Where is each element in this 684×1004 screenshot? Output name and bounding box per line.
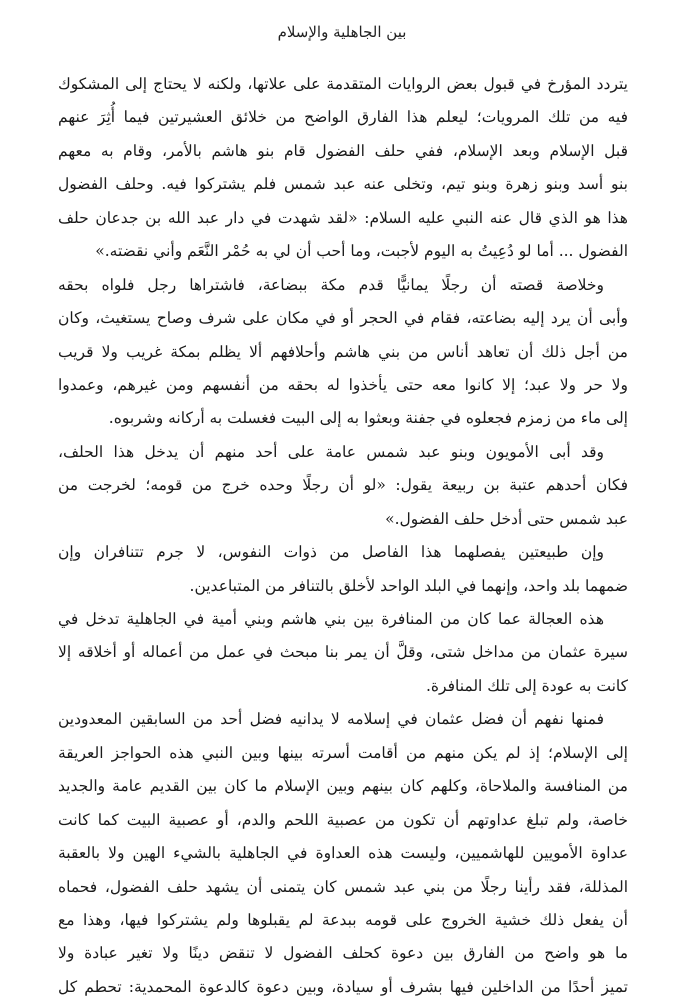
text-line: أن يفعل ذلك خشية الخروج على قومه ببدعة لم يقبلوها ولم يشتركوا فيها، وهذا مع: [58, 910, 628, 929]
text-line: سيرة عثمان من مداخل شتى، وقلَّ أن يمر بنا مبحث في عمل من أعماله أو أخلاقه إلا: [58, 643, 628, 662]
text-line: وقد أبى الأمويون وبنو عبد شمس عامة على أحد منهم أن يدخل هذا الحلف،: [58, 442, 604, 461]
text-line: من المنافسة والملاحاة، وكلهم كان بينهم وبين الإسلام ما كان بين القديم عامة والجديد: [58, 777, 628, 796]
text-line: إلى الإسلام؛ إذ لم يكن منهم من أقامت أسرته بينها وبين النبي هذه الحواجز العريقة: [58, 743, 628, 762]
text-line: فمنها نفهم أن فضل عثمان في إسلامه لا يدانيه فضل أحد من السابقين المعدودين: [58, 710, 604, 729]
text-line: خاصة، ولم تبلغ عداوتهم أن تكون من عصبية اللحم والدم، أو عصبية البيت كما كانت: [58, 810, 628, 829]
text-line: ولا حر ولا عبد؛ إلا كانوا معه حتى يأخذوا له بحقه من أنفسهم ومن غيرهم، وعمدوا: [58, 375, 628, 394]
text-line: ما هو واضح من الفارق بين دعوة كحلف الفضول لا تنقض دينًا ولا تغير عبادة ولا: [58, 944, 628, 963]
text-line: فكان أحدهم عتبة بن ربيعة يقول: «لو أن رجلًا وحده خرج من قومه؛ لخرجت من: [58, 476, 628, 495]
text-line: وإن طبيعتين يفصلهما هذا الفاصل من ذوات النفوس، لا جرم تتنافران وإن: [58, 543, 604, 562]
text-line: المذللة، فقد رأينا رجلًا من بني عبد شمس كان يتمنى أن يشهد حلف الفضول، فحماه: [58, 877, 628, 896]
text-line: قبل الإسلام وبعد الإسلام، ففي حلف الفضول قام بنو هاشم بالأمر، وقام به معهم: [58, 141, 628, 160]
text-line: بنو أسد وبنو زهرة وبنو تيم، وتخلى عنه عبد شمس فلم يشتركوا فيه. وحلف الفضول: [58, 175, 628, 194]
text-line: من أجل ذلك أن تعاهد أناس من بني هاشم وأحلافهم ألا يظلم بمكة غريب ولا قريب: [58, 342, 628, 361]
text-line: ضمهما بلد واحد، وإنهما في البلد الواحد لأخلق بالتنافر من المتباعدين.: [189, 576, 628, 595]
text-line: يتردد المؤرخ في قبول بعض الروايات المتقدمة على علاتها، ولكنه لا يحتاج إلى المشكوك: [58, 75, 628, 93]
text-line: عداوة الأمويين للهاشميين، وليست هذه العداوة في الجاهلية بالشيء الهين ولا بالعقبة: [58, 844, 628, 863]
text-line: كانت به عودة إلى تلك المنافرة.: [425, 676, 628, 695]
text-line: وخلاصة قصته أن رجلًا يمانيًّا قدم مكة ببضاعة، فاشتراها رجل فلواه بحقه: [58, 275, 604, 294]
running-header: بين الجاهلية والإسلام: [277, 23, 407, 41]
text-line: هذا هو الذي قال عنه النبي عليه السلام: «لقد شهدت في دار عبد الله بن جدعان حلف: [58, 208, 628, 227]
text-line: فيه من تلك المرويات؛ ليعلم هذا الفارق الواضح من خلائق العشيرتين فيما أُثِرَ عنهم: [58, 108, 628, 127]
text-line: هذه العجالة عما كان من المنافرة بين بني هاشم وبني أمية في الجاهلية تدخل في: [58, 610, 604, 628]
text-line: الفضول ... أما لو دُعِيتُ به اليوم لأجبت، وما أحب أن لي به حُمْر النَّعَم وأني نقضته.»: [95, 242, 628, 261]
text-line: وأبى أن يرد إليه بضاعته، فقام في الحجر أو في مكان على شرف وصاح يستغيث، وكان: [58, 309, 628, 328]
body-text: [58, 68, 628, 1004]
text-line: إلى ماء من زمزم فجعلوه في جفنة وبعثوا به إلى البيت فغسلت به أركانه وشربوه.: [108, 409, 628, 428]
text-line: تميز أحدًا من الداخلين فيها بشرف أو سيادة، وبين دعوة كالدعوة المحمدية: تحطم كل: [58, 977, 628, 996]
text-line: عبد شمس حتى أدخل حلف الفضول.»: [385, 509, 628, 528]
